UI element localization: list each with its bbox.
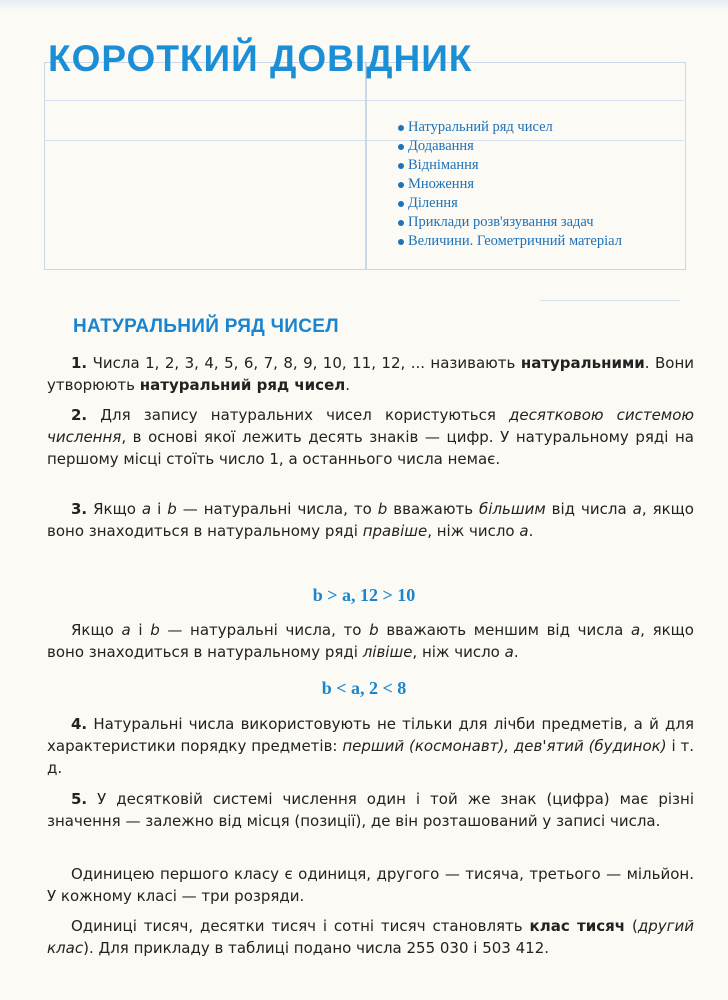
toc-item[interactable]	[398, 118, 708, 137]
toc-list	[398, 118, 708, 251]
toc-item-label: Натуральний ряд чисел	[408, 119, 553, 135]
variable: a	[121, 621, 131, 639]
text-run: від числа	[545, 500, 633, 518]
toc-item-label: Додавання	[408, 138, 474, 154]
paragraph-4	[47, 713, 694, 779]
bullet-icon	[398, 125, 404, 131]
bullet-icon	[398, 144, 404, 150]
paragraph-5	[47, 788, 694, 832]
text-run: і т. д.	[47, 737, 694, 777]
toc-item[interactable]	[398, 137, 708, 156]
text-run: — натуральні числа, то	[159, 621, 370, 639]
term-italic: правіше	[362, 522, 428, 540]
variable: b	[377, 500, 388, 518]
bleed-through-divider	[365, 62, 367, 270]
top-band	[0, 0, 728, 10]
text-run: (	[625, 917, 638, 935]
page-title: КОРОТКИЙ ДОВІДНИК	[48, 38, 473, 79]
text-run: — натуральні числа, то	[176, 500, 378, 518]
text-run: , якщо воно знаходиться в натуральному ряді	[47, 500, 694, 540]
paragraph-7	[47, 915, 694, 959]
item-number: 2.	[71, 406, 88, 424]
text-run: Одиниці тисяч, десятки тисяч і сотні тисяч становлять	[71, 917, 530, 935]
item-number: 3.	[71, 500, 88, 518]
term-italic: лівіше	[362, 643, 413, 661]
term-italic: більшим	[479, 500, 546, 518]
text-run: Якщо	[71, 621, 122, 639]
text-run: і	[151, 500, 168, 518]
variable: a	[630, 621, 641, 639]
item-number: 5.	[71, 790, 88, 808]
text-run: У десятковій системі числення один і той же знак (цифра) має різні значення — залежно від місця (позиції), де він розташований у записі числа.	[47, 790, 694, 830]
toc-item[interactable]	[398, 213, 708, 232]
toc-item-label: Ділення	[408, 195, 458, 211]
item-number: 1.	[71, 354, 88, 372]
variable: a	[141, 500, 152, 518]
toc-item-label: Величини. Геометричний матеріал	[408, 233, 622, 249]
text-run: вважають меншим від числа	[378, 621, 631, 639]
paragraph-6: Одиницею першого класу є одиниця, другого — тисяча, третього — мільйон. У кожному класі — три розряди.	[47, 865, 694, 905]
text-run: , якщо воно знаходиться в натуральному ряді	[47, 621, 694, 661]
bullet-icon	[398, 182, 404, 188]
term-italic: другий клас	[47, 917, 694, 957]
toc-item[interactable]	[398, 194, 708, 213]
text-run: , ніж число	[427, 522, 520, 540]
text-run: вважають	[387, 500, 480, 518]
text-run: , ніж число	[412, 643, 505, 661]
paragraph-3b	[47, 619, 694, 663]
section-title: НАТУРАЛЬНИЙ РЯД ЧИСЕЛ	[73, 316, 339, 337]
paragraph-2	[47, 404, 694, 470]
term-italic: перший (космонавт), дев'ятий (будинок)	[342, 737, 667, 755]
toc-item-label: Приклади розв'язування задач	[408, 214, 594, 230]
text-run: .	[513, 643, 519, 661]
term-italic: десятковою системою числення	[47, 406, 694, 446]
formula-greater: b > a, 12 > 10	[312, 585, 416, 605]
variable: b	[369, 621, 379, 639]
formula-less: b < a, 2 < 8	[321, 678, 407, 698]
bullet-icon	[398, 201, 404, 207]
text-run: ). Для прикладу в таблиці подано числа 255 030 і 503 412.	[83, 939, 550, 957]
variable: a	[519, 522, 529, 540]
term: натуральними	[520, 354, 645, 372]
paragraph-3	[47, 498, 694, 542]
toc-item-label: Множення	[408, 176, 474, 192]
text-run: . Вони утворюють	[47, 354, 694, 394]
text-run: і	[130, 621, 151, 639]
paragraph-1	[47, 352, 694, 396]
toc-item[interactable]	[398, 156, 708, 175]
bleed-through-line	[540, 300, 680, 301]
variable: b	[150, 621, 160, 639]
toc-item[interactable]	[398, 175, 708, 194]
text-run: .	[528, 522, 534, 540]
text-run: Для запису натуральних чисел користуються	[87, 406, 510, 424]
text-run: Числа 1, 2, 3, 4, 5, 6, 7, 8, 9, 10, 11, 12, ... називають	[87, 354, 521, 372]
text-run: , в основі якої лежить десять знаків — цифр. У натуральному ряді на першому місці стоїть число 1, а останнього числа немає.	[47, 428, 694, 468]
bullet-icon	[398, 239, 404, 245]
variable: a	[504, 643, 514, 661]
bullet-icon	[398, 220, 404, 226]
item-number: 4.	[71, 715, 88, 733]
text-run: .	[345, 376, 351, 394]
bleed-through-line	[44, 100, 684, 101]
text-run: Якщо	[87, 500, 142, 518]
bullet-icon	[398, 163, 404, 169]
variable: a	[632, 500, 642, 518]
variable: b	[167, 500, 177, 518]
text-run: Натуральні числа використовують не тільки для лічби предметів, а й для характеристики порядку предметів:	[47, 715, 694, 755]
toc-item-label: Віднімання	[408, 157, 479, 173]
term: натуральний ряд чисел	[139, 376, 346, 394]
toc-item[interactable]	[398, 232, 708, 251]
term: клас тисяч	[529, 917, 626, 935]
